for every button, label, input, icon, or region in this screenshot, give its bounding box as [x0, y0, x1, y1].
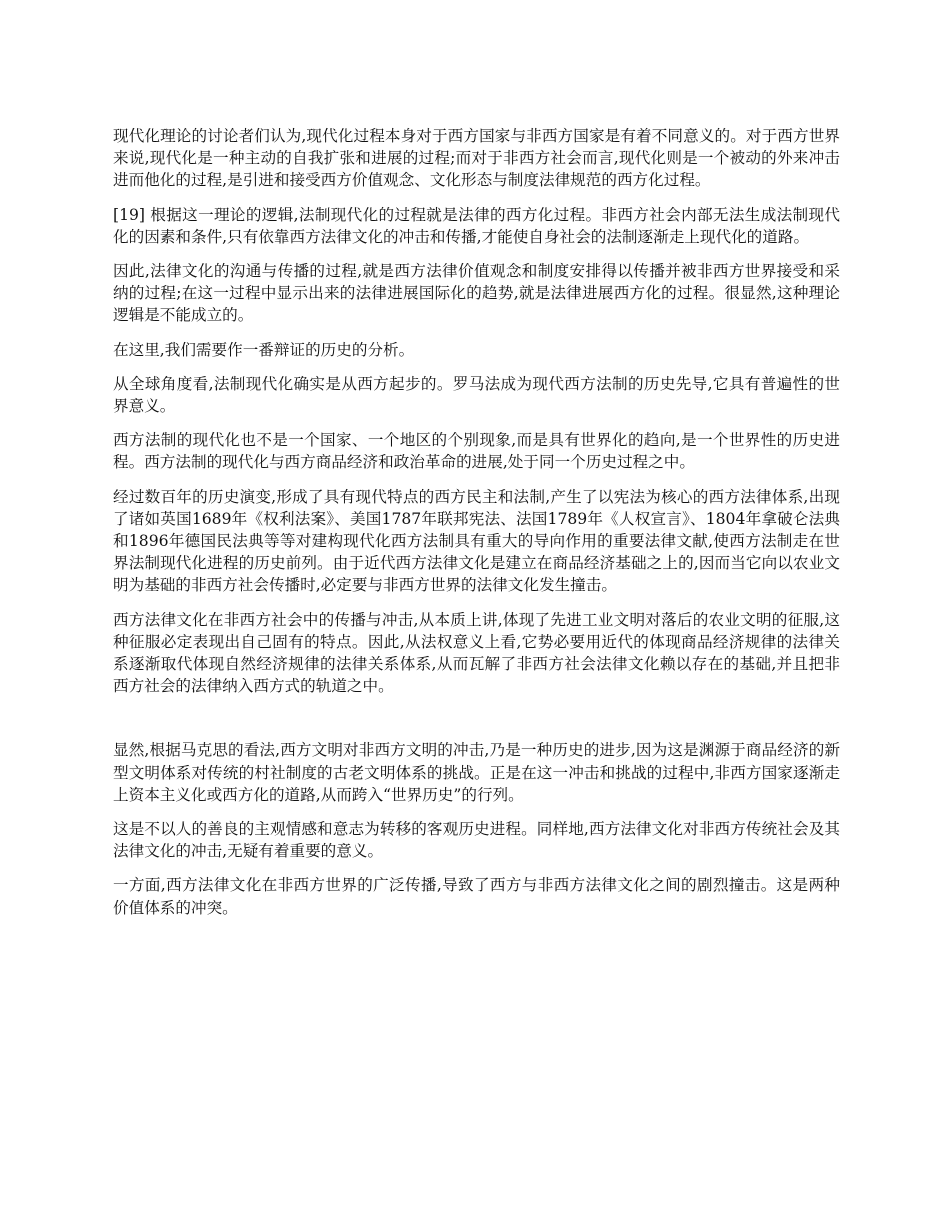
- paragraph-3: 因此,法律文化的沟通与传播的过程,就是西方法律价值观念和制度安排得以传播并被非西方世界接受和采纳的过程;在这一过程中显示出来的法律进展国际化的趋势,就是法律进展西方化的过程。很显然,这种理论逻辑是不能成立的。: [113, 262, 840, 325]
- paragraph-1: 现代化理论的讨论者们认为,现代化过程本身对于西方国家与非西方国家是有着不同意义的。对于西方世界来说,现代化是一种主动的自我扩张和进展的过程;而对于非西方社会而言,现代化则是一个被动的外来冲击进而他化的过程,是引进和接受西方价值观念、文化形态与制度法律规范的西方化过程。: [113, 127, 840, 190]
- paragraph-5: 从全球角度看,法制现代化确实是从西方起步的。罗马法成为现代西方法制的历史先导,它具有普遍性的世界意义。: [113, 374, 840, 416]
- paragraph-4: 在这里,我们需要作一番辩证的历史的分析。: [113, 340, 415, 359]
- section-gap: [113, 709, 840, 739]
- paragraph-8: 西方法律文化在非西方社会中的传播与冲击,从本质上讲,体现了先进工业文明对落后的农业文明的征服,这种征服必定表现出自己固有的特点。因此,从法权意义上看,它势必要用近代的体现商品经济规律的法律关系逐渐取代体现自然经济规律的法律关系体系,从而瓦解了非西方社会法律文化赖以存在的基础,并且把非西方社会的法律纳入西方式的轨道之中。: [113, 610, 840, 696]
- paragraph-9: 显然,根据马克思的看法,西方文明对非西方文明的冲击,乃是一种历史的进步,因为这是渊源于商品经济的新型文明体系对传统的村社制度的古老文明体系的挑战。正是在这一冲击和挑战的过程中,非西方国家逐渐走上资本主义化或西方化的道路,从而跨入“世界历史”的行列。: [113, 741, 840, 804]
- paragraph-6: 西方法制的现代化也不是一个国家、一个地区的个别现象,而是具有世界化的趋向,是一个世界性的历史进程。西方法制的现代化与西方商品经济和政治革命的进展,处于同一个历史过程之中。: [113, 431, 840, 472]
- paragraph-7: 经过数百年的历史演变,形成了具有现代特点的西方民主和法制,产生了以宪法为核心的西方法律体系,出现了诸如英国1689年《权利法案》、美国1787年联邦宪法、法国1789年《人权宣言》、1804年拿破仑法典和1896年德国民法典等等对建构现代化西方法制具有重大的导向作用的重要法律文献,使西方法制走在世界法制现代化进程的历史前列。由于近代西方法律文化是建立在商品经济基础之上的,因而当它向以农业文明为基础的非西方社会传播时,必定要与非西方世界的法律文化发生撞击。: [113, 487, 840, 595]
- paragraph-2: [19] 根据这一理论的逻辑,法制现代化的过程就是法律的西方化过程。非西方社会内部无法生成法制现代化的因素和条件,只有依靠西方法律文化的冲击和传播,才能使自身社会的法制逐渐走上现代化的道路。: [113, 205, 840, 246]
- paragraph-10: 这是不以人的善良的主观情感和意志为转移的客观历史进程。同样地,西方法律文化对非西方传统社会及其法律文化的冲击,无疑有着重要的意义。: [113, 820, 840, 861]
- paragraph-11: 一方面,西方法律文化在非西方世界的广泛传播,导致了西方与非西方法律文化之间的剧烈撞击。这是两种价值体系的冲突。: [113, 876, 840, 917]
